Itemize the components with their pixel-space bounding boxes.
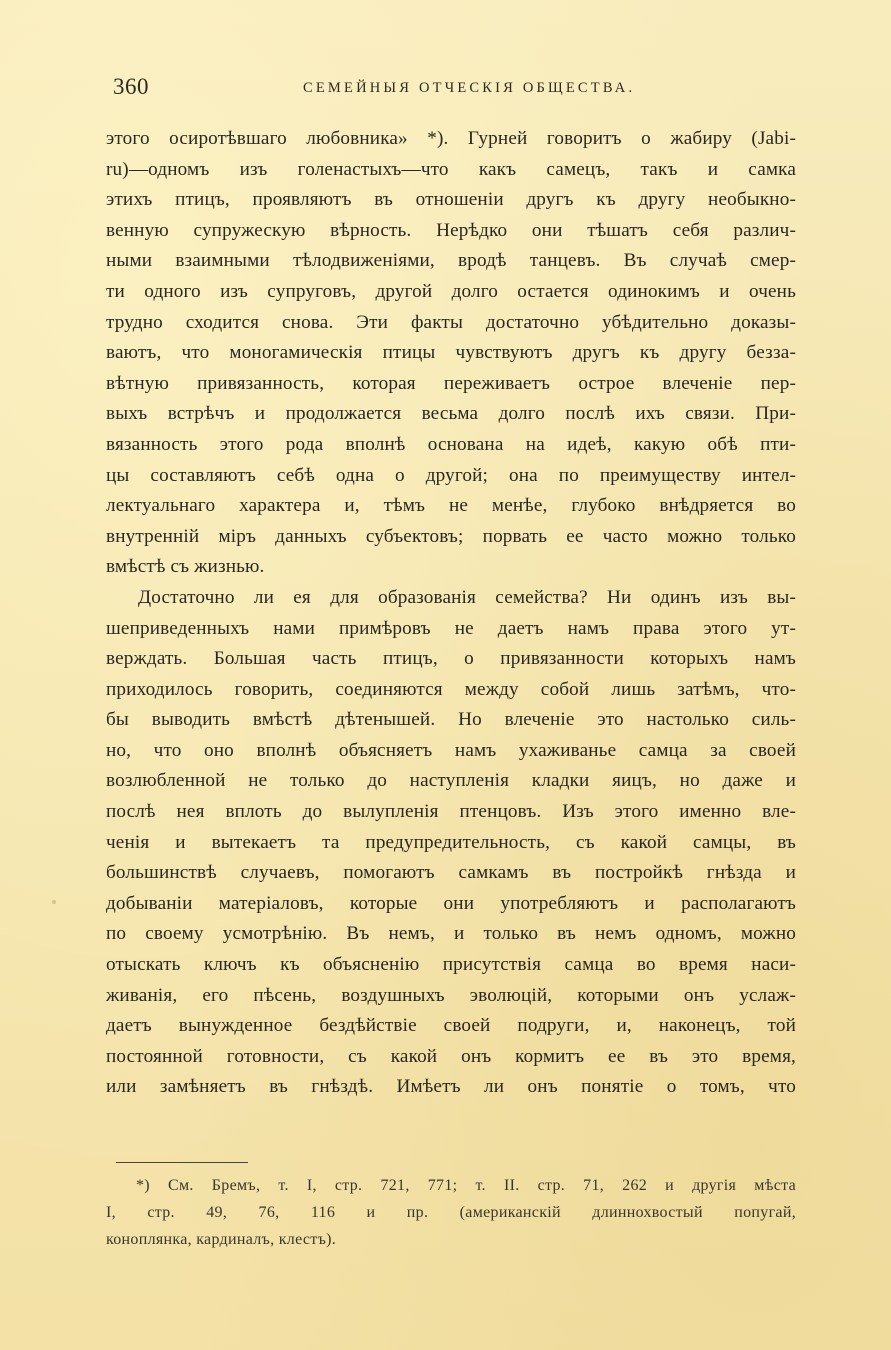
text-line: по своему усмотрѣнію. Въ немъ, и только въ немъ одномъ, можно (106, 923, 796, 945)
text-line: трудно сходится снова. Эти факты достаточно убѣдительно доказы- (106, 311, 796, 333)
text-line: живанія, его пѣсень, воздушныхъ эволюцій, которыми онъ услаж- (106, 984, 796, 1006)
running-title: СЕМЕЙНЫЯ ОТЧЕСКІЯ ОБЩЕСТВА. (303, 80, 636, 96)
text-line: вмѣстѣ съ жизнью. (106, 556, 265, 578)
text-line: ченія и вытекаетъ та предупредительность, съ какой самцы, въ (106, 831, 796, 853)
footnote-line: коноплянка, кардиналъ, клестъ). (106, 1231, 337, 1248)
text-line: добываніи матеріаловъ, которые они употребляютъ и располагаютъ (106, 892, 796, 914)
text-line: этого осиротѣвшаго любовника» *). Гурней говоритъ о жабиру (Jabi- (106, 128, 796, 149)
text-line: верждать. Большая часть птицъ, о привязанности которыхъ намъ (106, 648, 796, 670)
text-line: выхъ встрѣчъ и продолжается весьма долго послѣ ихъ связи. При- (106, 403, 796, 425)
page-number: 360 (113, 74, 149, 99)
footnote (106, 1172, 796, 1253)
footnote-line: I, стр. 49, 76, 116 и пр. (американскій длиннохвостый попугай, (106, 1204, 796, 1221)
text-line: венную супружескую вѣрность. Нерѣдко они тѣшатъ себя различ- (106, 219, 796, 241)
page-header (113, 70, 803, 110)
text-line: послѣ нея вплоть до вылупленія птенцовъ. Изъ этого именно вле- (106, 801, 796, 823)
text-line: но, что оно вполнѣ объясняетъ намъ ухаживанье самца за своей (106, 739, 796, 761)
paper-blemish (52, 900, 56, 904)
text-line: ными взаимными тѣлодвиженіями, вродѣ танцевъ. Въ случаѣ смер- (106, 250, 796, 272)
paragraph-1 (106, 124, 796, 583)
text-line: Достаточно ли ея для образованія семейства? Ни одинъ изъ вы- (138, 586, 796, 608)
body-text (106, 124, 796, 1103)
text-line: отыскать ключъ къ объясненію присутствія самца во время наси- (106, 954, 796, 976)
text-line: возлюбленной не только до наступленія кладки яицъ, но даже и (106, 770, 796, 792)
text-line: шеприведенныхъ нами примѣровъ не даетъ намъ права этого ут- (106, 617, 796, 639)
text-line: приходилось говорить, соединяются между собой лишь затѣмъ, что- (106, 678, 796, 700)
text-line: ru)—одномъ изъ голенастыхъ—что какъ самецъ, такъ и самка (106, 158, 796, 180)
footnote-divider (116, 1162, 248, 1163)
text-line: даетъ вынужденное бездѣйствіе своей подруги, и, наконецъ, той (106, 1015, 796, 1037)
text-line: постоянной готовности, съ какой онъ кормитъ ее въ это время, (106, 1045, 796, 1067)
text-line: вѣтную привязанность, которая переживаетъ острое влеченіе пер- (106, 372, 796, 394)
paragraph-2 (106, 583, 796, 1103)
footnote-line: *) См. Бремъ, т. I, стр. 721, 771; т. II. стр. 71, 262 и другія мѣста (136, 1177, 796, 1194)
text-line: вязанность этого рода вполнѣ основана на идеѣ, какую обѣ пти- (106, 433, 796, 455)
text-line: или замѣняетъ въ гнѣздѣ. Имѣетъ ли онъ понятіе о томъ, что (106, 1076, 796, 1098)
text-line: этихъ птицъ, проявляютъ въ отношеніи другъ къ другу необыкно- (106, 189, 796, 211)
text-line: ти одного изъ супруговъ, другой долго остается одинокимъ и очень (106, 280, 796, 302)
text-line: ваютъ, что моногамическія птицы чувствуютъ другъ къ другу безза- (106, 342, 796, 364)
text-line: внутренній міръ данныхъ субъектовъ; порвать ее часто можно только (106, 525, 796, 547)
text-line: цы составляютъ себѣ одна о другой; она по преимуществу интел- (106, 464, 796, 486)
text-line: большинствѣ случаевъ, помогаютъ самкамъ въ постройкѣ гнѣзда и (106, 862, 796, 884)
text-line: лектуальнаго характера и, тѣмъ не менѣе, глубоко внѣдряется во (106, 495, 796, 517)
text-line: бы выводить вмѣстѣ дѣтенышей. Но влеченіе это настолько силь- (106, 709, 796, 731)
